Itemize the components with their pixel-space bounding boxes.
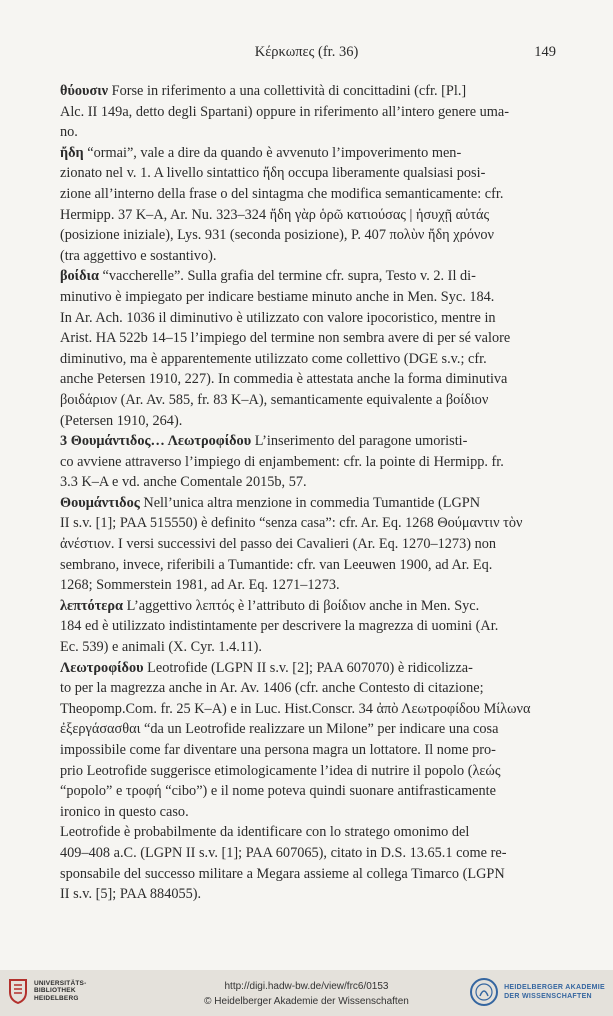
text-line [60,328,551,349]
hadw-logo-text [504,983,605,1001]
line-text: “vaccherelle”. Sulla grafia del termine cfr. supra, Testo v. 2. Il di- [98,268,476,285]
line-text: 184 ed è utilizzato indistintamente per descrivere la magrezza di uomini (Ar. [60,618,499,635]
line-text: prio Leotrofide suggerisce etimologicamente l’idea di nutrire il popolo (λεώς [60,762,501,779]
line-text: “popolo” e τροφή “cibo”) e il nome poteva quindi suonare antifrasticamente [60,783,496,800]
line-text: Theopomp.Com. fr. 25 K–A) e in Luc. Hist.Conscr. 34 ἀπὸ Λεωτροφίδου Μίλωνα [60,700,531,717]
line-text: (posizione iniziale), Lys. 931 (seconda posizione), P. 407 πολὺν ἤδη χρόνον [60,227,494,244]
text-line [60,390,551,411]
page-number: 149 [534,44,556,60]
hadw-logo-line: DER WISSENSCHAFTEN [504,993,592,1000]
text-line [60,637,551,658]
text-line [60,287,551,308]
line-text: II s.v. [5]; PAA 884055). [60,886,202,903]
line-text: (Petersen 1910, 264). [60,412,183,429]
line-text: Ec. 539) e animali (X. Cyr. 1.4.11). [60,639,262,656]
line-text: “ormai”, vale a dire da quando è avvenuto l’impoverimento men- [83,144,462,161]
text-line [60,143,551,164]
footer-bar [0,970,613,1016]
text-line [60,184,551,205]
line-text: sembrano, invece, riferibili a Tumantide: cfr. van Leeuwen 1900, ad Ar. Eq. [60,556,493,573]
text-line [60,452,551,473]
lemma: 3 Θουμάντιδος… Λεωτροφίδου [60,433,252,450]
line-text: no. [60,124,78,141]
text-line [60,266,551,287]
lemma: Θουμάντιδος [60,494,140,511]
text-line [60,493,551,514]
ub-logo-line: HEIDELBERG [34,994,79,1002]
line-text: co avviene attraverso l’impiego di enjambement: cfr. la pointe di Hermipp. fr. [60,453,504,470]
line-text: minutivo è impiegato per indicare bestiame minuto anche in Men. Syc. 184. [60,288,495,305]
lemma: λεπτότερα [60,597,124,614]
ub-logo-line: UNIVERSITÄTS- [34,979,87,987]
text-line [60,616,551,637]
line-text: diminutivo, ma è apparentemente utilizzato come collettivo (DGE s.v.; cfr. [60,350,487,367]
line-text: Alc. II 149a, detto degli Spartani) oppure in riferimento all’intero genere uma- [60,103,509,120]
line-text: 409–408 a.C. (LGPN II s.v. [1]; PAA 607065), citato in D.S. 13.65.1 come re- [60,844,507,861]
line-text: anche Petersen 1910, 227). In commedia è attestata anche la forma diminutiva [60,371,508,388]
text-line [60,513,551,534]
text-line [60,205,551,226]
text-line [60,596,551,617]
line-text: Nell’unica altra menzione in commedia Tumantide (LGPN [139,494,481,511]
text-line [60,864,551,885]
line-text: impossibile come far diventare una persona magra un lottatore. Il nome pro- [60,742,496,758]
lemma: Λεωτροφίδου [60,659,144,676]
text-line [60,740,551,761]
lemma: θύουσιν [60,83,109,99]
text-line [60,431,551,452]
text-line [60,761,551,782]
commentary-text [60,81,551,905]
line-text: sponsabile del successo militare a Megara assieme al collega Timarco (LGPN [60,865,505,882]
text-line [60,349,551,370]
hadw-logo-line: HEIDELBERGER AKADEMIE [504,984,605,991]
footer-url-link[interactable]: http://digi.hadw-bw.de/view/frc6/0153 [224,981,389,992]
page-header [0,44,613,64]
text-line [60,802,551,823]
line-text: ἐξεργάσασθαι “da un Leotrofide realizzare un Milone” per indicare una cosa [60,721,499,738]
line-text: ἀνέστιον. I versi successivi del passo dei Cavalieri (Ar. Eq. 1270–1273) non [60,536,497,553]
hadw-logo[interactable] [469,977,605,1007]
footer-copyright: © Heidelberger Akademie der Wissenschaften [204,996,409,1007]
text-line [60,678,551,699]
text-line [60,658,551,679]
text-line [60,411,551,432]
hadw-seal-icon [469,977,499,1007]
ub-logo-line: BIBLIOTHEK [34,987,76,995]
line-text: L’aggettivo λεπτός è l’attributo di βοίδιον anche in Men. Syc. [123,597,480,614]
line-text: (tra aggettivo e sostantivo). [60,247,217,264]
lemma: βοίδια [60,268,99,285]
line-text: L’inserimento del paragone umoristi- [251,433,468,450]
line-text: Leotrofide (LGPN II s.v. [2]; PAA 607070) è ridicolizza- [143,659,473,676]
line-text: zionato nel v. 1. A livello sintattico ἤδη occupa liberamente qualsiasi posi- [60,165,486,182]
text-line [60,555,551,576]
text-line [60,369,551,390]
text-line [60,472,551,493]
text-line [60,534,551,555]
running-title: Κέρκωπες (fr. 36) [254,44,359,60]
text-line [60,719,551,740]
line-text: Hermipp. 37 K–A, Ar. Nu. 323–324 ἤδη γὰρ ὁρῶ κατιούσας | ἡσυχῇ αὐτάς [60,206,490,223]
line-text: In Ar. Ach. 1036 il diminutivo è utilizzato con valore ipocoristico, mentre in [60,309,496,326]
text-line [60,81,551,102]
line-text: Arist. HA 522b 14–15 l’impiego del termine non sembra avere di per sé valore [60,330,511,347]
line-text: 3.3 K–A e vd. anche Comentale 2015b, 57. [60,474,307,491]
line-text: ironico in questo caso. [60,803,189,820]
line-text: zione all’interno della frase o del sintagma che modifica semanticamente: cfr. [60,185,504,202]
line-text: to per la magrezza anche in Ar. Av. 1406 (cfr. anche Contesto di citazione; [60,680,484,697]
text-line [60,699,551,720]
text-line [60,246,551,267]
line-text: 1268; Sommerstein 1981, ad Ar. Eq. 1271–1273. [60,577,340,594]
lemma: ἤδη [60,144,84,161]
text-line [60,163,551,184]
text-line [60,843,551,864]
text-line [60,308,551,329]
line-text: Forse in riferimento a una collettività di concittadini (cfr. [Pl.] [108,83,467,99]
text-line [60,781,551,802]
text-line [60,122,551,143]
text-line [60,884,551,905]
text-line [60,225,551,246]
text-line [60,822,551,843]
line-text: Leotrofide è probabilmente da identificare con lo stratego omonimo del [60,824,470,841]
text-line [60,575,551,596]
line-text: II s.v. [1]; PAA 515550) è definito “senza casa”: cfr. Ar. Eq. 1268 Θούμαντιν τὸν [60,515,523,532]
line-text: βοιδάριον (Ar. Av. 585, fr. 83 K–A), semanticamente equivalente a βοίδιον [60,391,489,408]
text-line [60,102,551,123]
